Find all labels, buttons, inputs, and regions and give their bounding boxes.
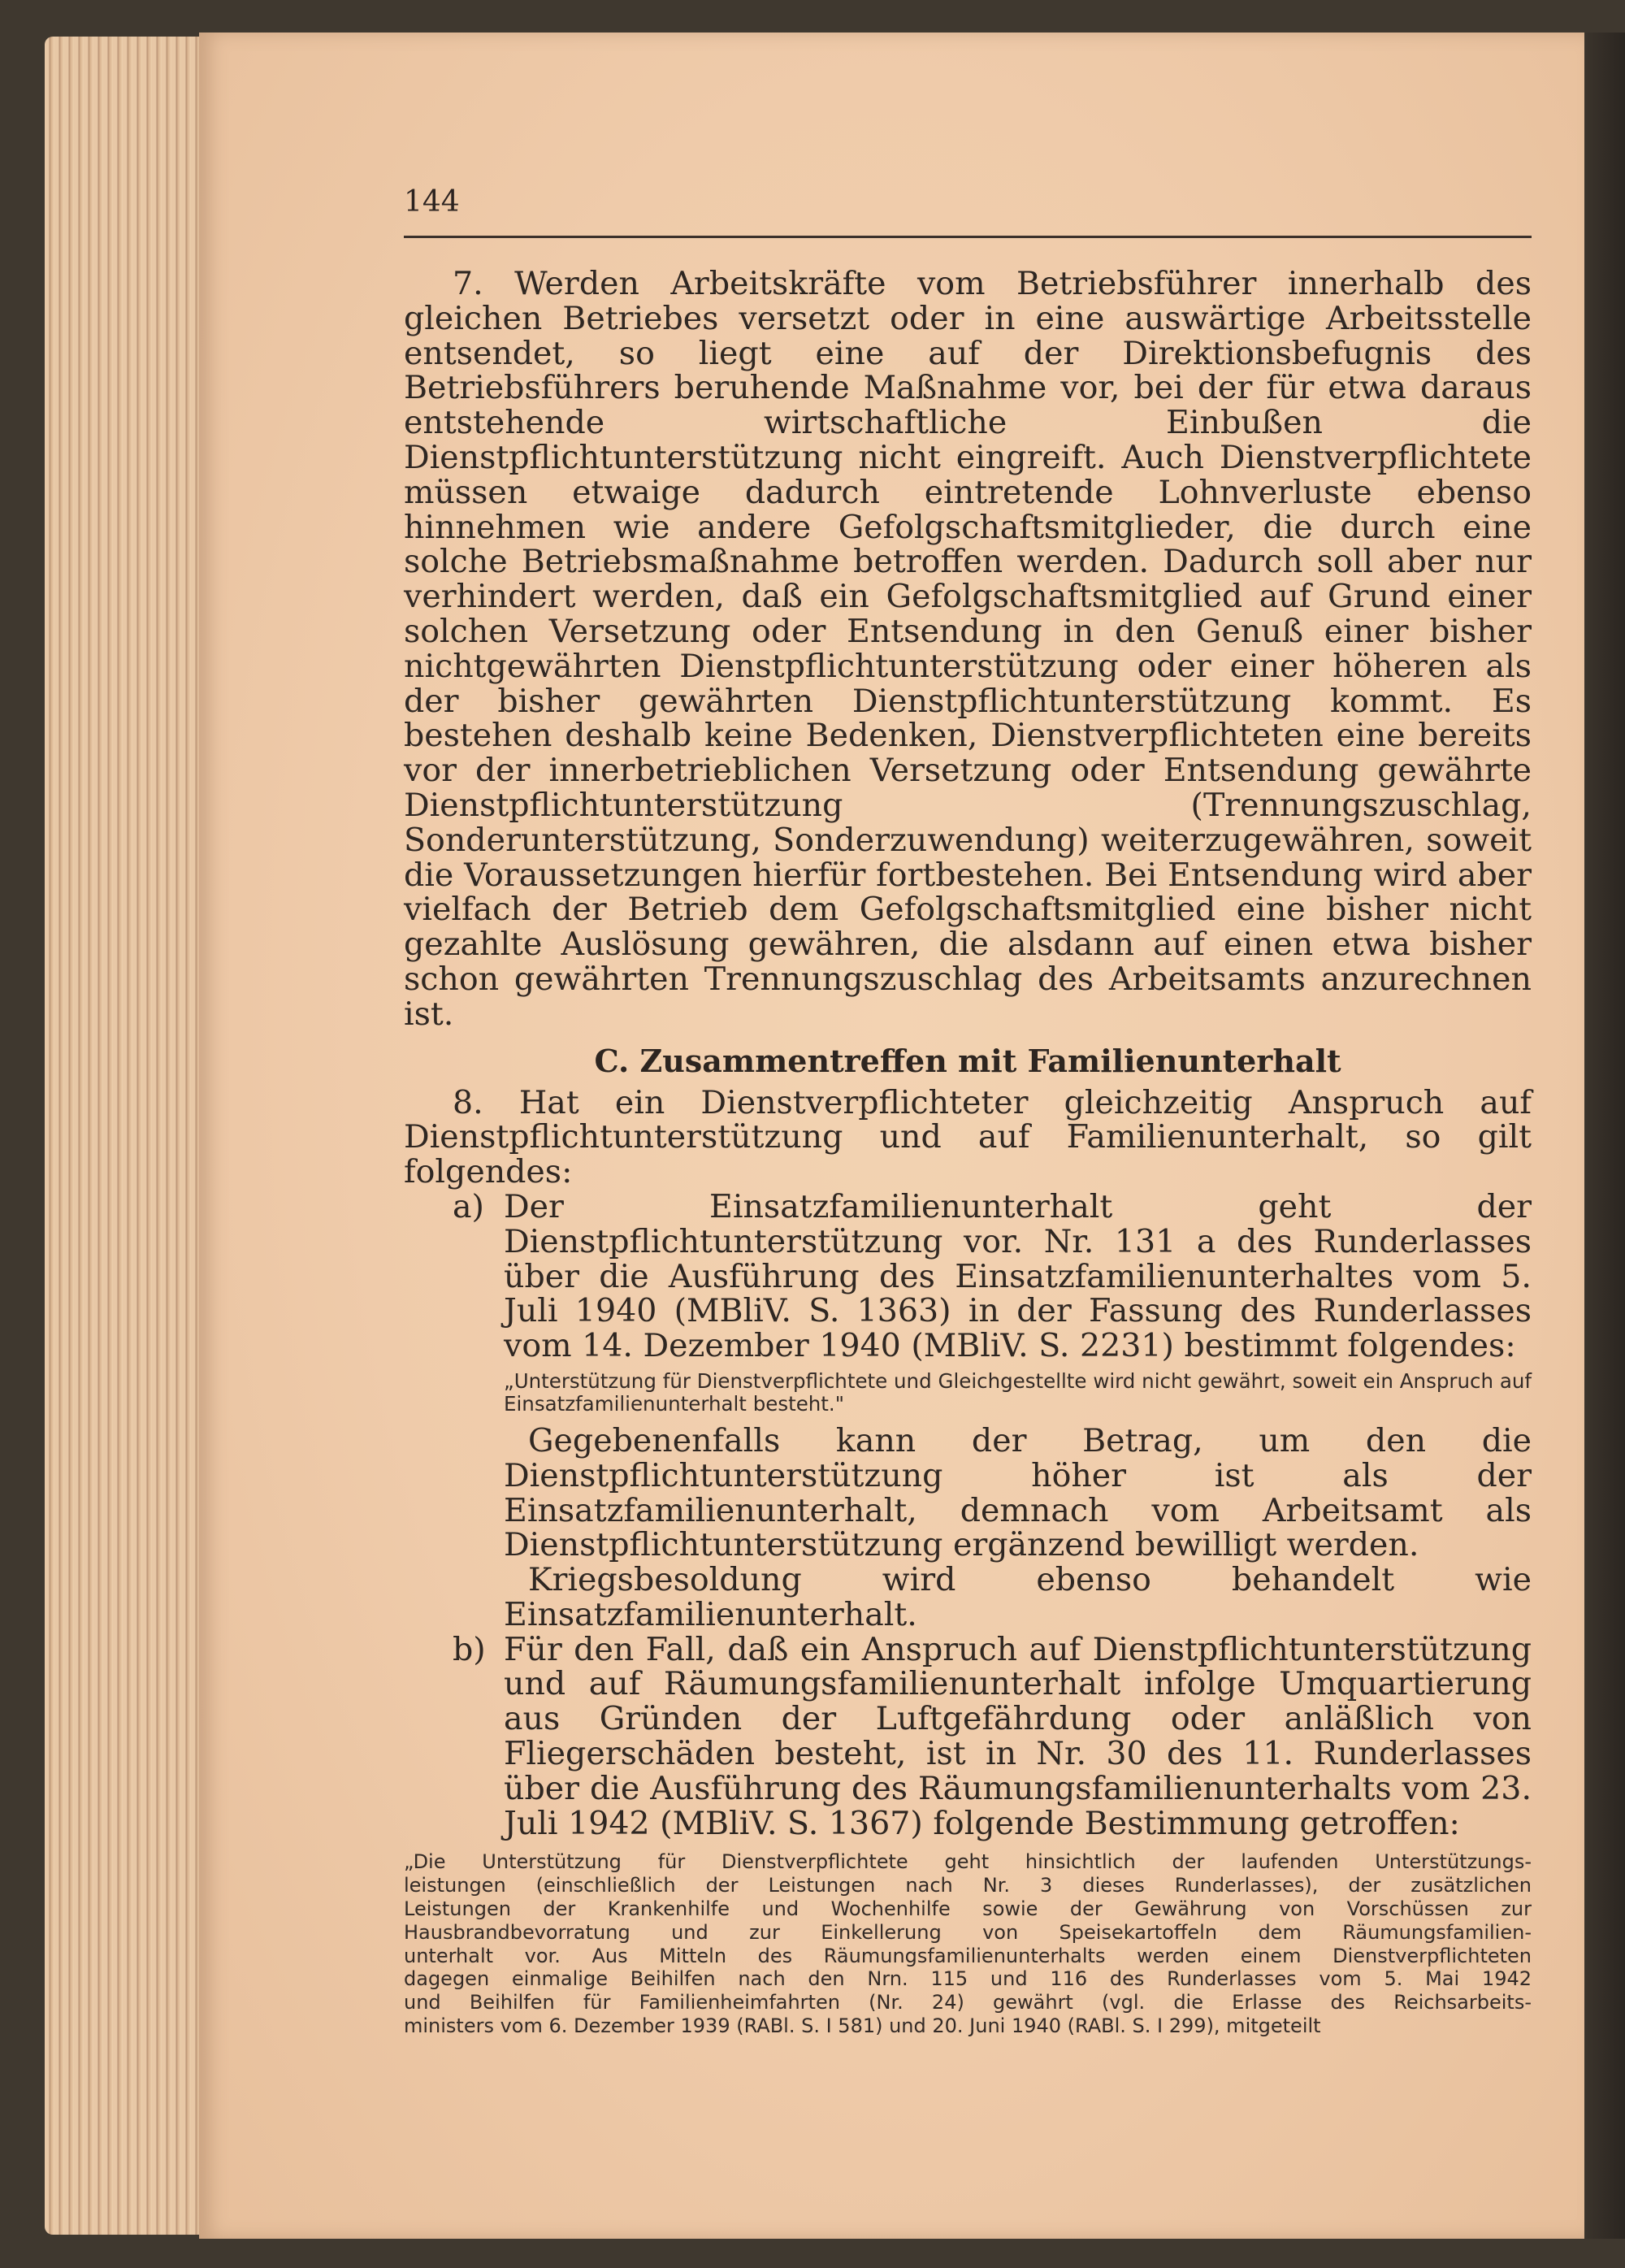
list-item-b-label: b): [453, 1630, 486, 1668]
paragraph-8: 8. Hat ein Dienstverpflichteter gleichzeitig Anspruch auf Dienstpflichtunterstützung und auf Familienunterhalt, so gilt folgendes:: [404, 1083, 1532, 1191]
book-gutter-shadow: [1584, 33, 1625, 2239]
list-item-a-label: a): [453, 1187, 484, 1225]
quote-b-line: dagegen einmalige Beihilfen nach den Nrn. 115 und 116 des Runderlasses vom 5. Mai 1942: [404, 1967, 1532, 1991]
quote-b: [404, 1850, 1532, 2037]
list-item-a-paragraph-1: Gegebenenfalls kann der Betrag, um den die Dienstpflichtunterstützung höher ist als der Einsatzfamilienunterhalt, demnach vom Arbeitsamt als Dienstpflichtunterstützung ergänzend bewilligt werden.: [504, 1421, 1532, 1564]
quote-a: „Unterstützung für Dienstverpflichtete und Gleichgestellte wird nicht gewährt, soweit ein Anspruch auf Einsatzfamilienunterhalt besteht.": [504, 1368, 1532, 1416]
book-page-edges: [45, 37, 203, 2235]
paragraph-7: 7. Werden Arbeitskräfte vom Betriebsführer innerhalb des gleichen Betriebes versetzt oder in eine auswärtige Arbeitsstelle entsendet, so liegt eine auf der Direktionsbefugnis des Betriebsführers beruhende Maßnahme vor, bei der für etwa daraus entstehende wirtschaftliche Einbußen die Dienstpflichtunterstützung nicht eingreift. Auch Dienstverpflichtete müssen etwaige dadurch eintretende Lohnverluste ebenso hinnehmen wie andere Gefolgschaftsmitglieder, die durch eine solche Betriebsmaßnahme betroffen werden. Dadurch soll aber nur verhindert werden, daß ein Gefolgschaftsmitglied auf Grund einer solchen Versetzung oder Entsendung in den Genuß einer bisher nichtgewährten Dienstpflichtunterstützung oder einer höheren als der bisher gewährten Dienstpflichtunterstützung kommt. Es bestehen deshalb keine Bedenken, Dienstverpflichteten eine bereits vor der innerbetrieblichen Versetzung oder Entsendung gewährte Dienstpflichtunterstützung (Trennungszuschlag, Sonderunterstützung, Sonderzuwendung) weiterzugewähren, soweit die Voraussetzungen hierfür fortbestehen. Bei Entsendung wird aber vielfach der Betrieb dem Gefolgschaftsmitglied eine bisher nicht gezahlte Auslösung gewähren, die alsdann auf einen etwa bisher schon gewährten Trennungszuschlag des Arbeitsamts anzurechnen ist.: [404, 265, 1532, 1033]
list-item-a-body: [504, 1187, 1532, 1633]
quote-b-line: Leistungen der Krankenhilfe und Wochenhilfe sowie der Gewährung von Vorschüssen zur: [404, 1897, 1532, 1921]
list-item-b: [404, 1630, 1532, 1842]
quote-b-line: unterhalt vor. Aus Mitteln des Räumungsfamilienunterhalts werden einem Dienstverpflichteten: [404, 1944, 1532, 1967]
page-text: [404, 267, 1532, 2038]
quote-b-line: leistungen (einschließlich der Leistungen nach Nr. 3 dieses Runderlasses), der zusätzlichen: [404, 1874, 1532, 1897]
list-item-a-text: Der Einsatzfamilienunterhalt geht der Dienstpflichtunterstützung vor. Nr. 131 a des Runderlasses über die Ausführung des Einsatzfamilienunterhaltes vom 5. Juli 1940 (MBliV. S. 1363) in der Fassung des Runderlasses vom 14. Dezember 1940 (MBliV. S. 2231) bestimmt folgendes:: [504, 1187, 1532, 1365]
list-item-a: [404, 1187, 1532, 1633]
header-rule: [404, 236, 1532, 238]
quote-b-line: ministers vom 6. Dezember 1939 (RABl. S. I 581) und 20. Juni 1940 (RABl. S. I 299), mitgeteilt: [404, 2014, 1321, 2038]
list-item-b-text: Für den Fall, daß ein Anspruch auf Dienstpflichtunterstützung und auf Räumungsfamilienunterhalt infolge Umquartierung aus Gründen der Luftgefährdung oder anläßlich von Fliegerschäden besteht, ist in Nr. 30 des 11. Runderlasses über die Ausführung des Räumungsfamilienunterhalts vom 23. Juli 1942 (MBliV. S. 1367) folgende Bestimmung getroffen:: [504, 1630, 1532, 1842]
quote-b-line: „Die Unterstützung für Dienstverpflichtete geht hinsichtlich der laufenden Unterstützungs-: [404, 1850, 1532, 1874]
quote-b-line: und Beihilfen für Familienheimfahrten (Nr. 24) gewährt (vgl. die Erlasse des Reichsarbeits-: [404, 1991, 1532, 2014]
section-heading-c: C. Zusammentreffen mit Familienunterhalt: [594, 1042, 1341, 1079]
list-item-b-body: [504, 1630, 1532, 1842]
list-item-a-paragraph-2: Kriegsbesoldung wird ebenso behandelt wie Einsatzfamilienunterhalt.: [504, 1561, 1532, 1633]
quote-b-line: Hausbrandbevorratung und zur Einkellerung von Speisekartoffeln dem Räumungsfamilien-: [404, 1920, 1532, 1944]
page-number: 144: [404, 185, 460, 219]
